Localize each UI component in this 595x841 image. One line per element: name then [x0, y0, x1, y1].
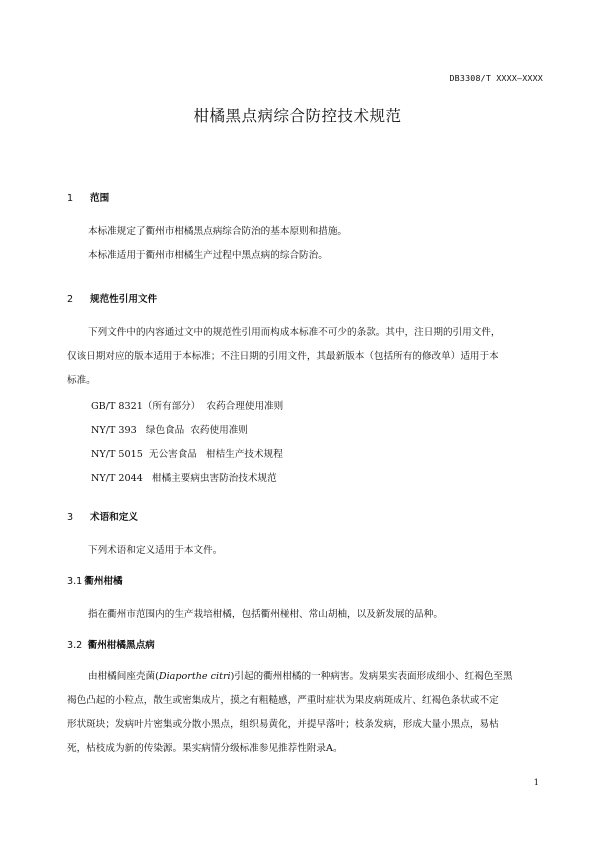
reference-item: NY/T 2044 柑橘主要病虫害防治技术规范	[91, 473, 277, 484]
term-heading-quzhou-citrus	[67, 573, 123, 587]
paragraph-text: 本标准适用于衢州市柑橘生产过程中黑点病的综合防治。	[88, 250, 328, 261]
paragraph-text: 指在衢州市范围内的生产栽培柑橘，包括衢州椪柑、常山胡柚，以及新发展的品种。	[88, 609, 443, 620]
section-heading-normative-references	[67, 291, 157, 305]
document-number: DB3308/T XXXX—XXXX	[449, 73, 543, 83]
paragraph-continuation: 形状斑块；发病叶片密集或分散小黑点，组织易黄化，并提早落叶；枝条发病，形成大量小黑点，易枯	[67, 719, 499, 730]
paragraph	[67, 539, 540, 563]
reference-item: NY/T 393 绿色食品 农药使用准则	[91, 425, 248, 436]
section-heading-terms-definitions	[67, 509, 138, 523]
paragraph-text: 由柑橘间座壳菌(	[88, 671, 159, 682]
paragraph-continuation: 仅该日期对应的版本适用于本标准；不注日期的引用文件，其最新版本（包括所有的修改单）适用于本	[67, 351, 499, 362]
reference-item: NY/T 5015 无公害食品 柑桔生产技术规程	[91, 449, 283, 460]
reference-item: GB/T 8321（所有部分） 农药合理使用准则	[91, 401, 284, 412]
term-title: 衢州柑橘黑点病	[87, 640, 155, 651]
paragraph-text: )引起的衢州柑橘的一种病害。发病果实表面形成细小、红褐色至黑	[230, 671, 513, 682]
paragraph-continuation: 褐色凸起的小粒点，散生或密集成片，摸之有粗糙感，严重时症状为果皮病斑成片、红褐色条状或不定	[67, 695, 499, 706]
paragraph	[67, 220, 540, 244]
term-number: 3.1	[67, 576, 83, 587]
section-number: 1	[67, 193, 74, 204]
section-title: 规范性引用文件	[90, 294, 158, 305]
section-title: 术语和定义	[90, 512, 138, 523]
section-number: 2	[67, 294, 74, 305]
scientific-name: Diaporthe citri	[158, 671, 231, 682]
paragraph	[67, 665, 540, 689]
section-heading-scope	[67, 190, 109, 204]
term-heading-citrus-melanose	[67, 637, 155, 651]
document-title: 柑橘黑点病综合防控技术规范	[193, 107, 402, 125]
paragraph-text: 本标准规定了衢州市柑橘黑点病综合防治的基本原则和措施。	[88, 226, 348, 237]
paragraph-continuation: 标准。	[67, 375, 96, 386]
paragraph	[67, 603, 540, 627]
section-number: 3	[67, 512, 74, 523]
term-title: 衢州柑橘	[84, 576, 123, 587]
paragraph	[67, 244, 540, 268]
paragraph-continuation: 死，枯枝成为新的传染源。果实病情分级标准参见推荐性附录A。	[67, 743, 343, 754]
paragraph	[67, 321, 540, 345]
paragraph-text: 下列文件中的内容通过文中的规范性引用而构成本标准不可少的条款。其中，注日期的引用文件，	[88, 327, 501, 338]
section-title: 范围	[90, 193, 110, 204]
term-number: 3.2	[67, 640, 83, 651]
paragraph-text: 下列术语和定义适用于本文件。	[88, 545, 223, 556]
page-number: 1	[533, 778, 539, 788]
